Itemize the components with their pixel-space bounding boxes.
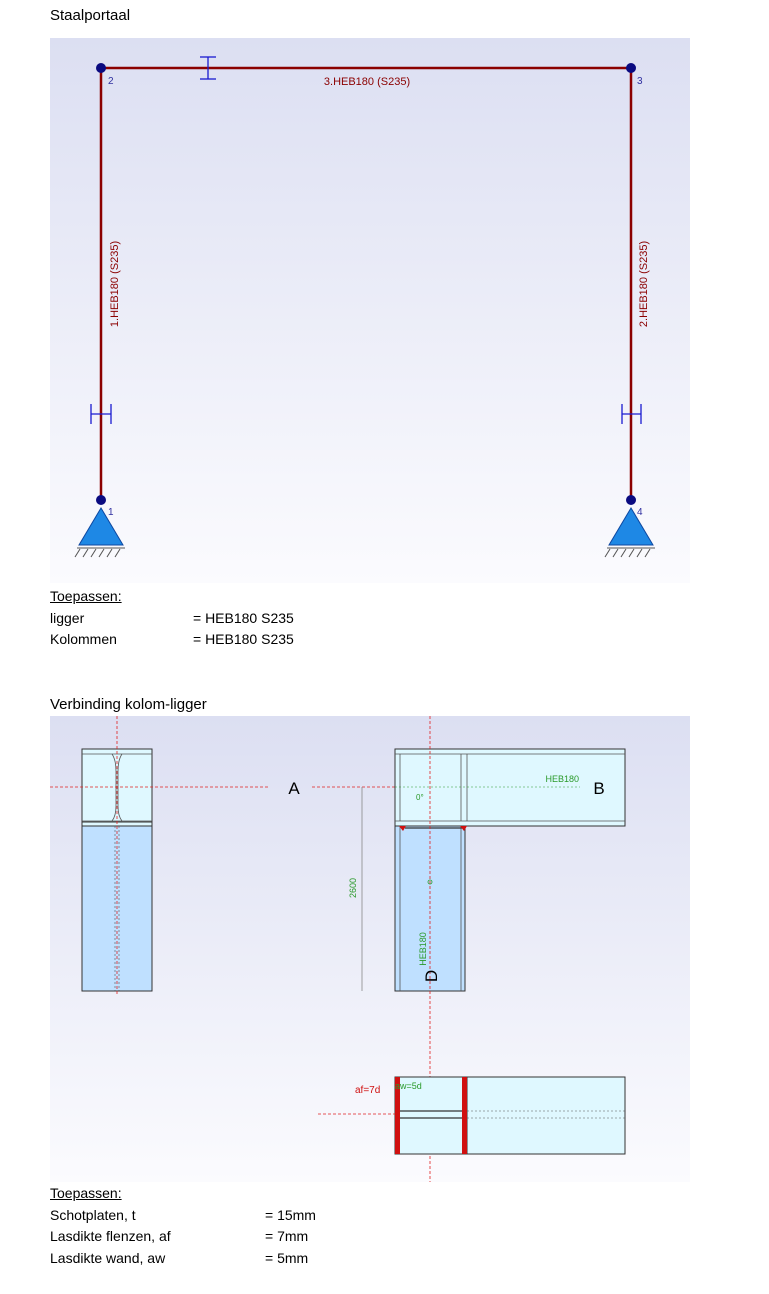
node-label-1: 1 bbox=[108, 507, 114, 518]
section-label-a: A bbox=[288, 779, 300, 798]
section-label-d: D bbox=[422, 969, 441, 983]
spec-row bbox=[50, 629, 370, 651]
node-4 bbox=[626, 495, 636, 505]
node-label-2: 2 bbox=[108, 76, 114, 87]
node-1 bbox=[96, 495, 106, 505]
spec-label: Lasdikte flenzen, af bbox=[50, 1228, 171, 1244]
spec-value: = HEB180 S235 bbox=[193, 631, 294, 647]
spec-value: = HEB180 S235 bbox=[193, 609, 294, 626]
spec-row bbox=[50, 1226, 410, 1248]
node-label-3: 3 bbox=[637, 76, 643, 87]
angle-label: 0° bbox=[416, 793, 424, 802]
spec-value: = 15mm bbox=[265, 1206, 316, 1223]
spec-label: Lasdikte wand, aw bbox=[50, 1249, 166, 1266]
portal-frame-diagram bbox=[50, 38, 690, 583]
portal-spec bbox=[50, 586, 370, 651]
connection-spec-heading: Toepassen: bbox=[50, 1185, 122, 1201]
beam-label: 3.HEB180 (S235) bbox=[323, 76, 411, 88]
right-column-label: 2.HEB180 (S235) bbox=[638, 240, 650, 328]
connection-plan-view bbox=[395, 1077, 625, 1154]
dimension-label: 2600 bbox=[348, 877, 358, 899]
left-column-label: 1.HEB180 (S235) bbox=[109, 240, 121, 328]
portal-title: Staalportaal bbox=[50, 7, 131, 24]
spec-value: = 5mm bbox=[265, 1249, 309, 1266]
section-label-b: B bbox=[593, 779, 605, 798]
node-2 bbox=[96, 63, 106, 73]
spec-label: Kolommen bbox=[50, 631, 117, 647]
spec-label: ligger bbox=[50, 609, 85, 626]
connection-diagram bbox=[50, 716, 690, 1182]
beam-label: HEB180 bbox=[545, 774, 579, 784]
node-3 bbox=[626, 63, 636, 73]
weld-flange-label: af=7d bbox=[355, 1085, 381, 1096]
connection-spec bbox=[50, 1183, 410, 1269]
node-label-4: 4 bbox=[637, 507, 643, 518]
weld-web-label: aw=5d bbox=[395, 1081, 422, 1091]
spec-row bbox=[50, 1248, 410, 1270]
spec-label: Schotplaten, t bbox=[50, 1206, 136, 1223]
portal-spec-heading: Toepassen: bbox=[50, 588, 122, 604]
connection-title: Verbinding kolom-ligger bbox=[50, 696, 207, 713]
spec-value: = 7mm bbox=[265, 1228, 309, 1244]
spec-row bbox=[50, 608, 370, 630]
spec-row bbox=[50, 1205, 410, 1227]
column-label: HEB180 bbox=[418, 932, 428, 966]
column-side-view bbox=[82, 749, 152, 991]
